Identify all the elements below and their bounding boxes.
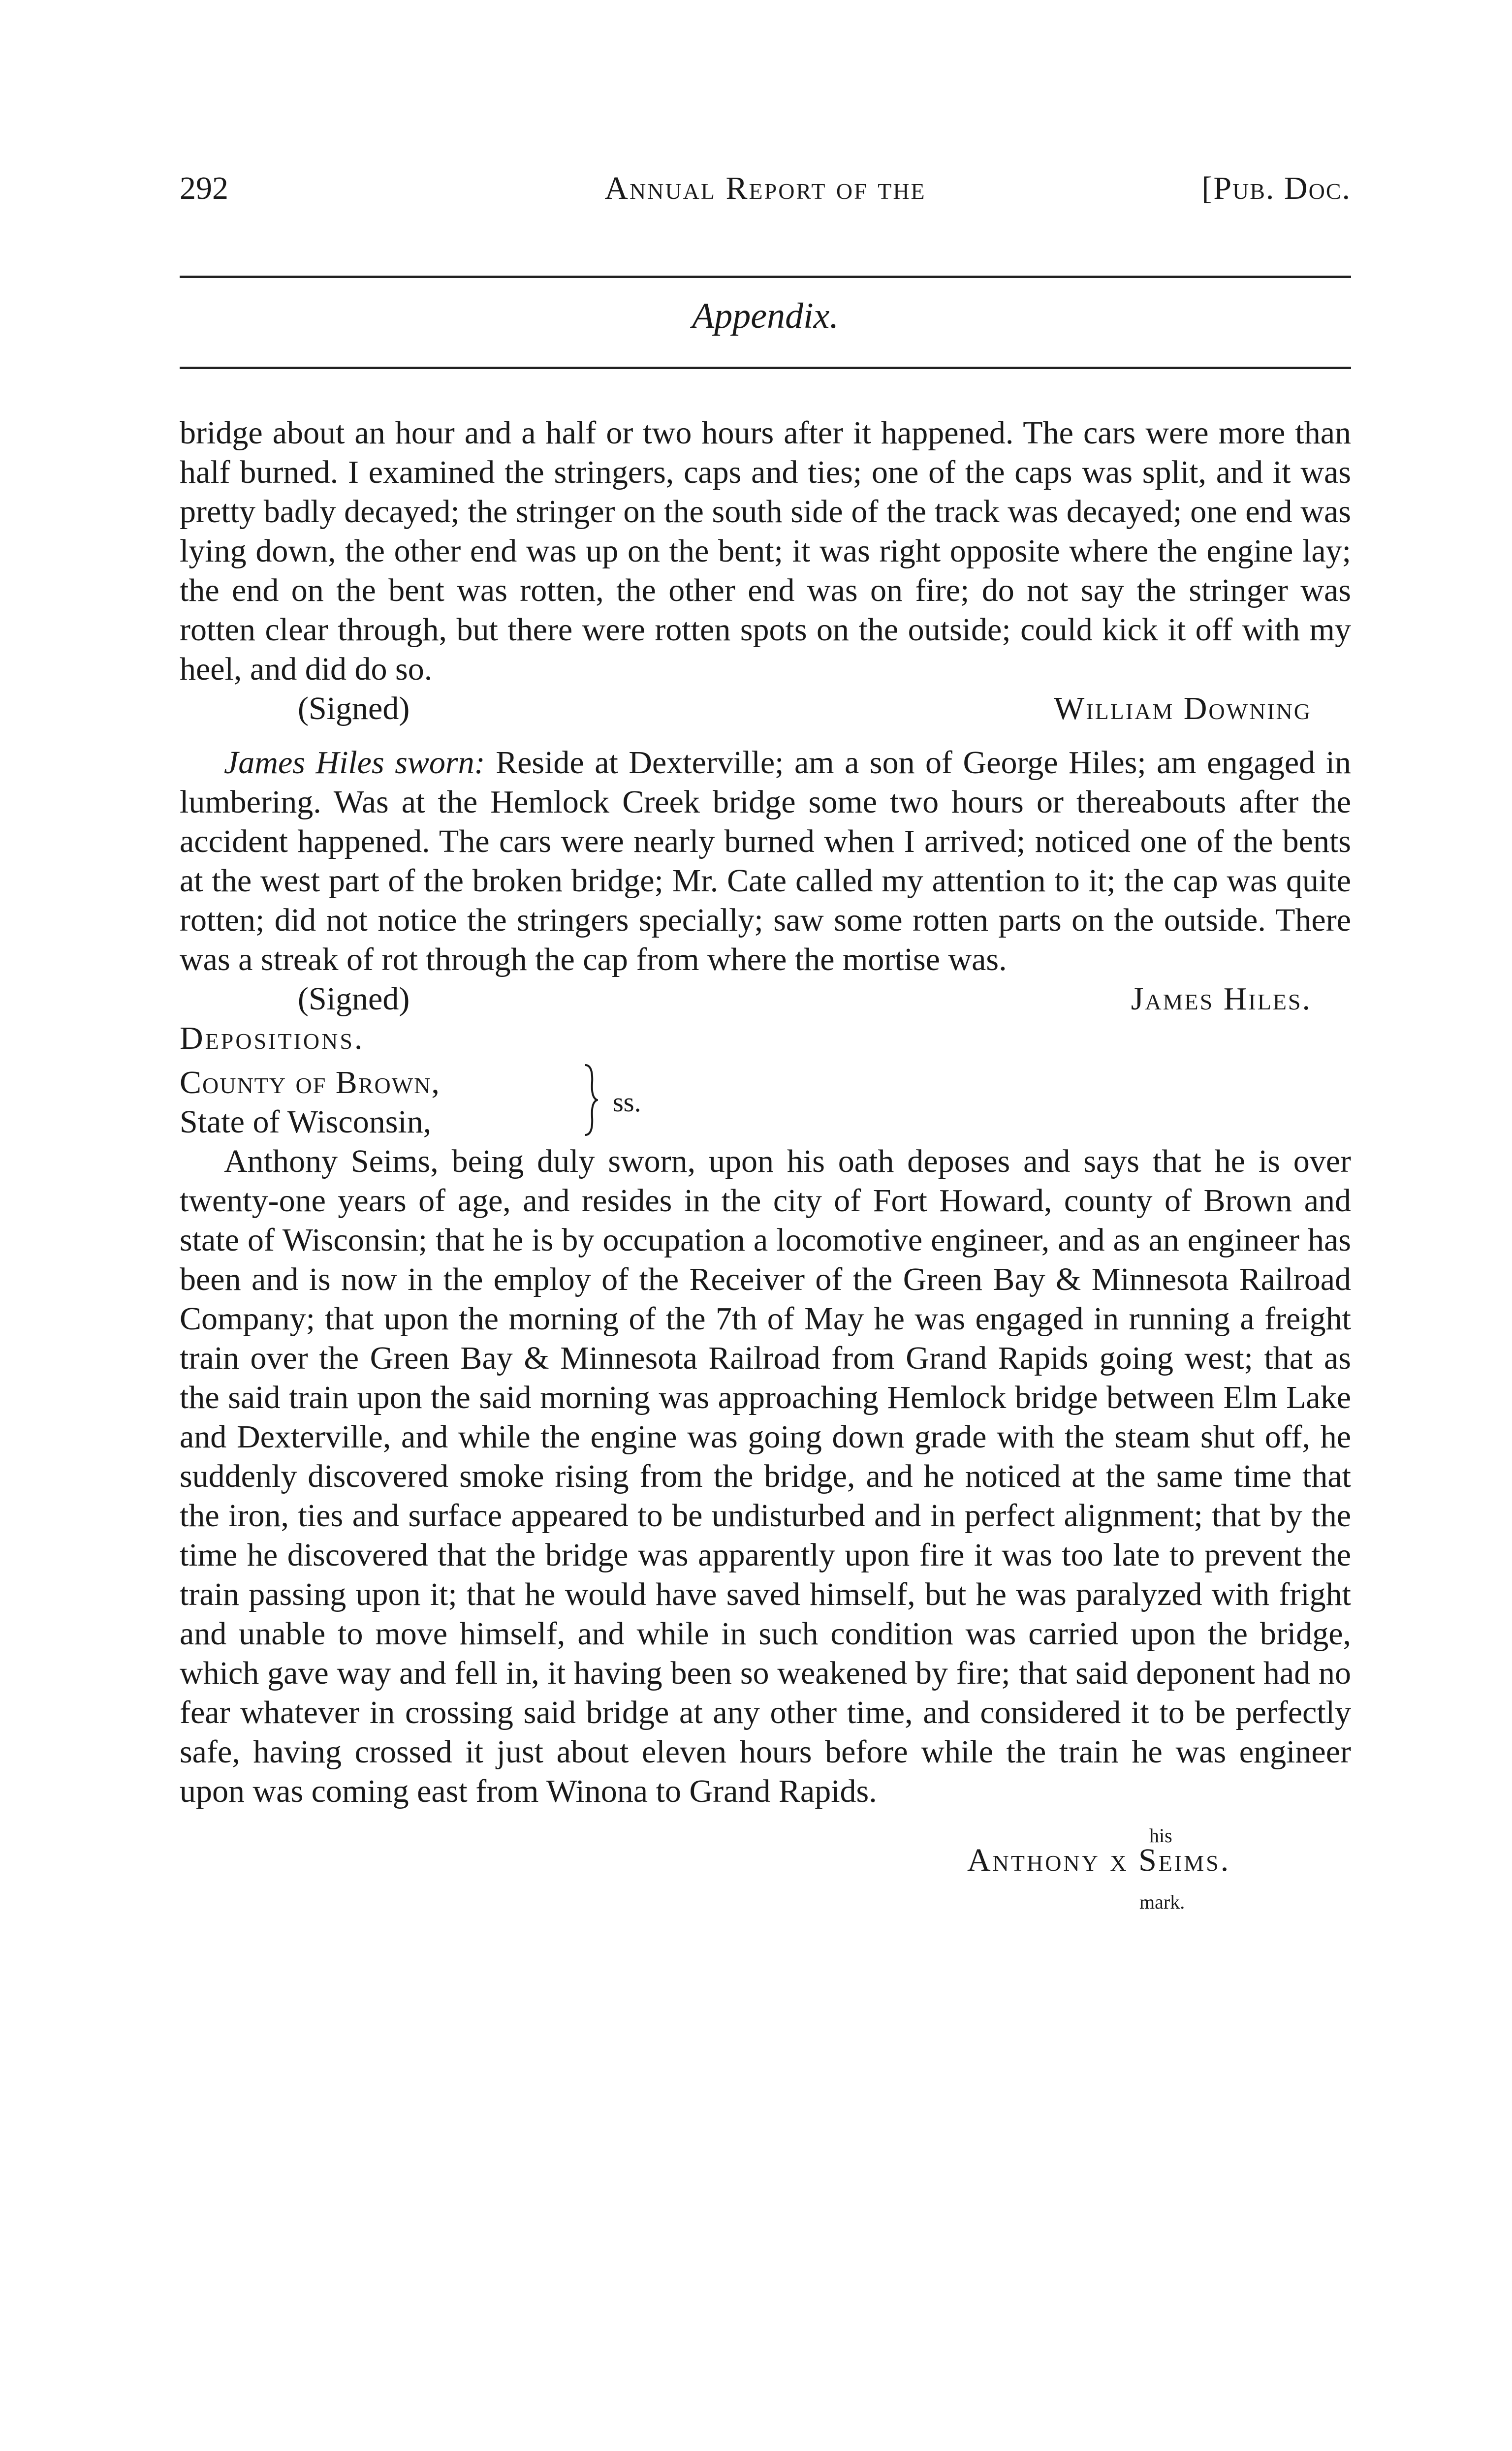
venue-ss: ss.: [613, 1087, 641, 1118]
venue-county: County of Brown,: [180, 1065, 441, 1100]
running-header: [180, 170, 1351, 224]
signed-label: (Signed): [298, 691, 410, 726]
venue-block: [180, 1063, 1351, 1142]
depositions-heading: Depositions.: [180, 1020, 365, 1056]
running-title: Annual Report of the: [604, 170, 926, 206]
signed-label: (Signed): [298, 981, 410, 1017]
top-divider: [180, 276, 1351, 278]
signature-hiles: [180, 979, 1351, 1019]
witness-lead: James Hiles sworn:: [224, 745, 485, 781]
signatory-name: James Hiles.: [1131, 981, 1312, 1017]
his-label: his: [1149, 1824, 1172, 1847]
testimony-downing: bridge about an hour and a half or two hours after it happened. The cars were more than half burned. I examined the stringers, caps and ties; one of the caps was split, and it was pretty badly decayed; the stringer on the south side of the track was decayed; one end was lying down, the other end was up on the bent; it was right opposite where the engine lay; the end on the bent was rotten, the other end was on fire; do not say the stringer was rotten clear through, but there were rotten spots on the outside; could kick it off with my heel, and did do so.: [180, 415, 1351, 687]
bottom-divider: [180, 367, 1351, 369]
venue-state: State of Wisconsin,: [180, 1104, 432, 1140]
signatory-name: Anthony x Seims.: [967, 1842, 1231, 1878]
testimony-hiles: [180, 743, 1351, 979]
signatory-name: William Downing: [1053, 691, 1312, 726]
brace-icon: [583, 1063, 598, 1137]
mark-label: mark.: [1139, 1891, 1185, 1913]
signature-downing: [180, 689, 1351, 728]
signature-seims: [180, 1816, 1351, 1934]
body-text: [180, 413, 1351, 1934]
section-heading: Appendix.: [692, 296, 839, 336]
document-designation: [Pub. Doc.: [1201, 170, 1351, 206]
deposition-seims: Anthony Seims, being duly sworn, upon his oath deposes and says that he is over twenty-one years of age, and resides in the city of Fort Howard, county of Brown and state of Wisconsin; that he is by occupation a locomotive engineer, and as an engineer has been and is now in the employ of the Receiver of the Green Bay & Minnesota Railroad Company; that upon the morning of the 7th of May he was engaged in running a freight train over the Green Bay & Minnesota Railroad from Grand Rapids going west; that as the said train upon the said morning was approaching Hemlock bridge between Elm Lake and Dexterville, and while the engine was going down grade with the steam shut off, he suddenly discovered smoke rising from the bridge, and he noticed at the same time that the iron, ties and surface appeared to be undisturbed and in perfect alignment; that by the time he discovered that the bridge was apparently upon fire it was too late to prevent the train passing upon it; that he would have saved himself, but he was paralyzed with fright and unable to move himself, and while in such condition was carried upon the bridge, which gave way and fell in, it having been so weakened by fire; that said deponent had no fear whatever in crossing said bridge at any other time, and considered it to be perfectly safe, having crossed it just about eleven hours before while the train he was engineer upon was coming east from Winona to Grand Rapids.: [180, 1143, 1351, 1809]
page-number: 292: [180, 170, 228, 206]
testimony-text: Reside at Dexterville; am a son of George Hiles; am engaged in lumbering. Was at the Hemlock Creek bridge some two hours or thereabouts after the accident happened. The cars were nearly burned when I arrived; noticed one of the bents at the west part of the broken bridge; Mr. Cate called my attention to it; the cap was quite rotten; did not notice the stringers specially; saw some rotten parts on the outside. There was a streak of rot through the cap from where the mortise was.: [180, 745, 1351, 977]
